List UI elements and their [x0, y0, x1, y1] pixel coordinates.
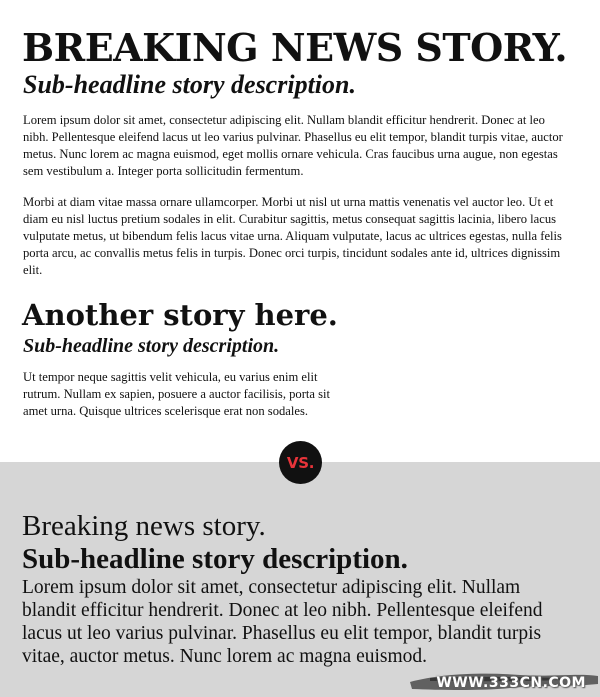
main-headline: BREAKING NEWS STORY. [22, 25, 568, 70]
watermark-text: WWW.333CN.COM [436, 675, 586, 691]
vs-badge: VS. [279, 441, 322, 484]
main-paragraph-1: Lorem ipsum dolor sit amet, consectetur adipiscing elit. Nullam blandit efficitur hendrerit. Donec at leo nibh. Pellentesque eleifend lacus ut leo varius pulvinar. Phasellus eu elit tempor, blandit turpis vitae, auctor metus. Nunc lorem ac magna euismod, eget mollis ornare vehicula. Cras faucibus urna augue, non egestas sem vestibulum a. Integer porta sollicitudin fermentum. [23, 113, 563, 178]
main-paragraph-2: Morbi at diam vitae massa ornare ullamcorper. Morbi ut nisl ut urna mattis venenatis vel auctor leo. Ut et diam eu nisl luctus pretium sodales in elit. Curabitur sagittis, metus consequat sagittis lacinia, libero lacus vulputate metus, ut bibendum felis lacus vitae urna. Aliquam vulputate, lacus ac ultrices egestas, nulla felis porta arcu, ac convallis metus felis in turpis. Donec orci turpis, tincidunt sodales ante id, ultrices dignissim elit. [23, 195, 562, 277]
secondary-headline: Another story here. [22, 298, 338, 332]
plain-headline: Breaking news story. [22, 510, 266, 542]
plain-subheadline: Sub-headline story description. [22, 543, 408, 575]
secondary-paragraph: Ut tempor neque sagittis velit vehicula, eu varius enim elit rutrum. Nullam ex sapien, posuere a auctor facilisis, porta sit amet urna. Quisque ultrices scelerisque erat non sodales. [23, 370, 331, 418]
secondary-subheadline: Sub-headline story description. [23, 335, 280, 357]
plain-paragraph: Lorem ipsum dolor sit amet, consectetur adipiscing elit. Nullam blandit efficitur hendrerit. Donec at leo nibh. Pellentesque eleifend lacus ut leo varius pulvinar. Phasellus eu elit tempor, blandit turpis vitae, auctor metus. Nunc lorem ac magna euismod. [22, 577, 543, 667]
main-subheadline: Sub-headline story description. [23, 70, 356, 99]
